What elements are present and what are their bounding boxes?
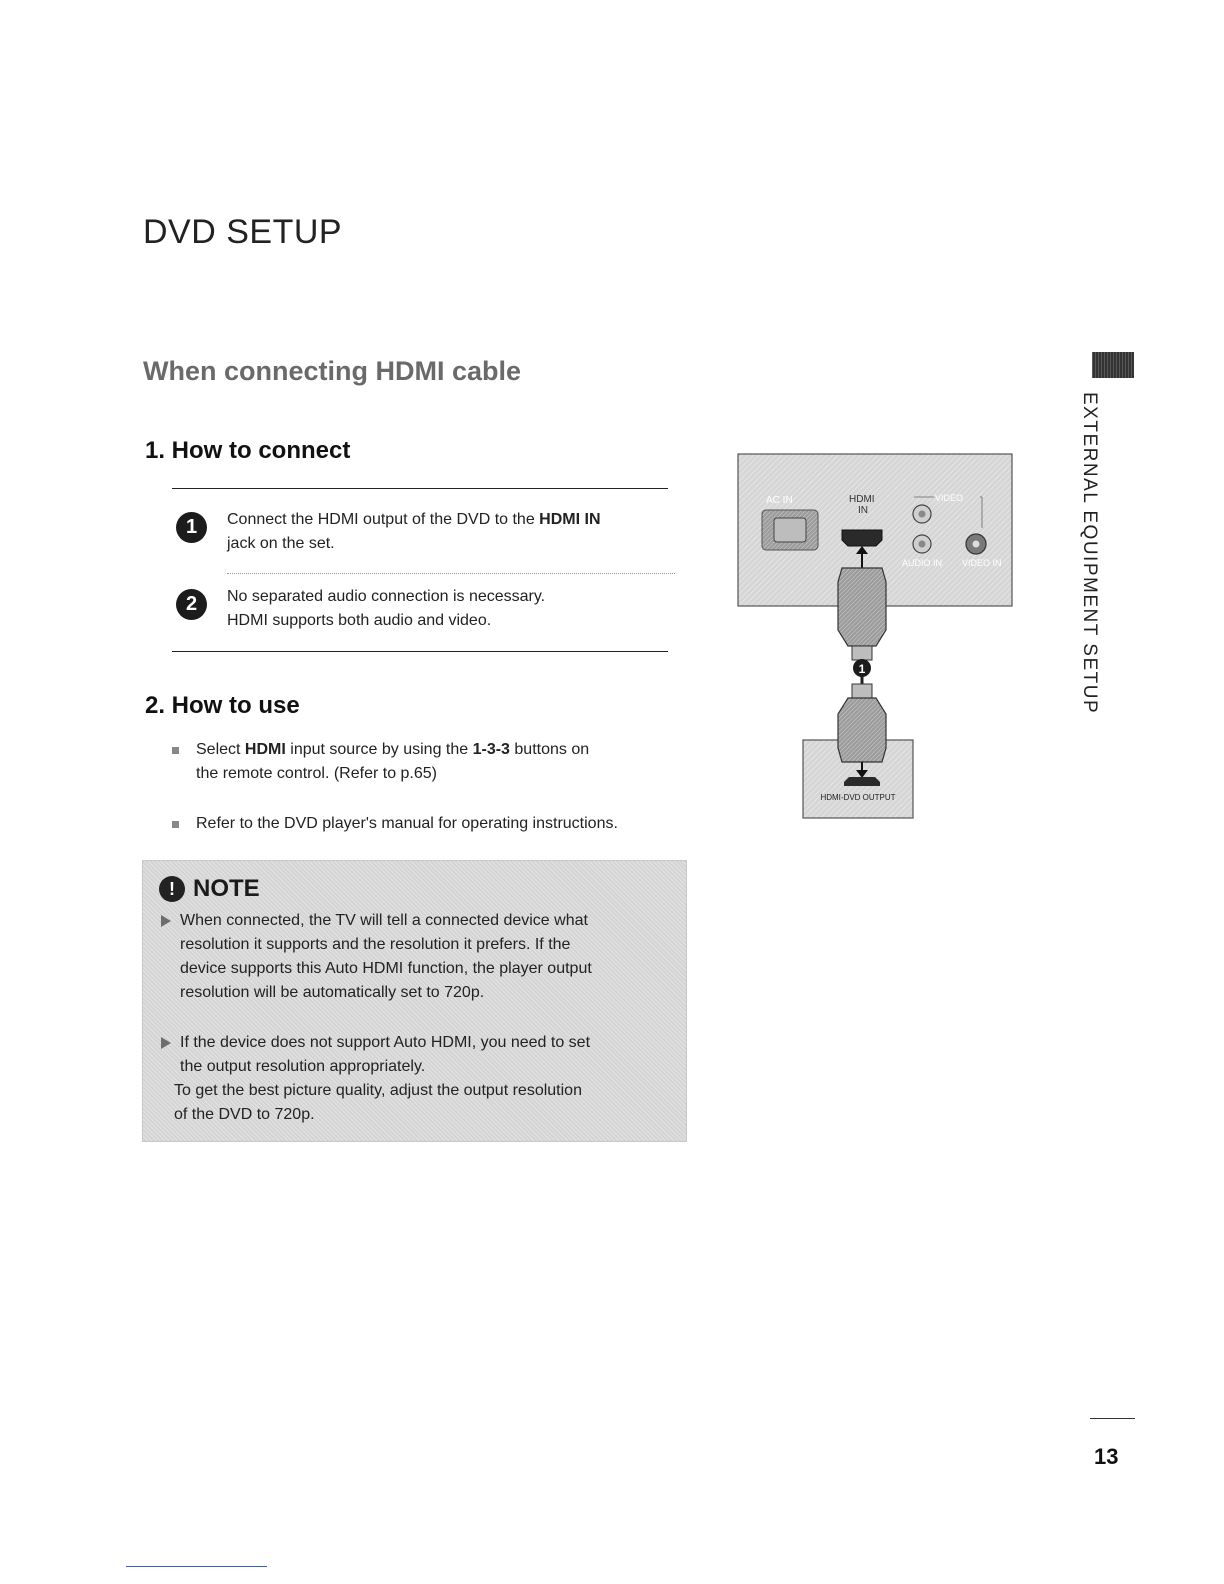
note-arrow-icon [161,915,171,927]
hdmi-in-label-2: IN [858,505,868,516]
note-item-1-line-2: resolution it supports and the resolution it prefers. If the [180,936,571,953]
ac-in-label: AC IN [766,495,793,506]
bullet-square-icon [172,821,179,828]
note-item-2-line-3: To get the best picture quality, adjust the output resolution [174,1082,582,1099]
step-2-text [227,585,672,633]
hdmi-in-label-1: HDMI [849,494,875,505]
note-item-2-line-1: If the device does not support Auto HDMI, you need to set [180,1034,591,1051]
note-item-1 [161,909,661,1005]
note-box [142,860,687,1142]
use-bullet-2-text: Refer to the DVD player's manual for operating instructions. [196,815,618,832]
bullet-square-icon [172,747,179,754]
step-2-line-2: HDMI supports both audio and video. [227,612,492,629]
use-bullet-1 [172,738,672,786]
page-number-rule [1090,1418,1135,1419]
note-item-1-line-3: device supports this Auto HDMI function, the player output [180,960,592,977]
use-bullet-1-pre: Select [196,741,245,758]
use-bullet-1-buttons: 1-3-3 [472,741,510,758]
note-item-2-line-2: the output resolution appropriately. [180,1058,426,1075]
step-1-text [227,508,672,556]
use-bullet-2 [172,812,672,836]
step-separator [227,573,675,574]
page-title: DVD SETUP [143,213,343,251]
note-exclamation-icon: ! [159,876,185,902]
page-number: 13 [1094,1444,1119,1469]
how-to-use-heading: 2. How to use [145,692,300,719]
side-tab-marker [1092,352,1134,378]
step-1-hdmi-in: HDMI IN [539,511,601,528]
hdmi-plug-upper-icon [838,568,886,646]
divider-bottom [172,651,668,652]
side-label-text: EXTERNAL EQUIPMENT SETUP [1079,392,1100,715]
divider-top [172,488,668,489]
use-bullet-1-mid: input source by using the [285,741,473,758]
use-bullet-1-post: buttons on [509,741,590,758]
video-label: VIDEO [935,493,964,503]
step-1-text-b: jack on the set. [227,535,335,552]
note-label: NOTE [193,875,260,902]
hdmi-in-port-icon [842,530,882,546]
audio-in-label: AUDIO IN [902,558,943,568]
note-item-2-line-4: of the DVD to 720p. [174,1106,315,1123]
step-1-text-a: Connect the HDMI output of the DVD to the [227,511,540,528]
hdmi-connection-diagram [730,450,1020,830]
footer-link-underline[interactable] [126,1566,267,1567]
step-1-badge: 1 [176,512,207,543]
section-title: When connecting HDMI cable [143,356,522,386]
how-to-connect-heading: 1. How to connect [145,437,351,464]
dvd-output-label: HDMI-DVD OUTPUT [820,793,896,802]
hdmi-plug-lower-icon [838,698,886,762]
use-bullet-1-hdmi: HDMI [244,741,286,758]
note-item-1-line-1: When connected, the TV will tell a connected device what [180,912,588,929]
dvd-hdmi-port-icon [844,777,880,786]
use-bullet-1-line-2: the remote control. (Refer to p.65) [196,765,437,782]
cable-badge: 1 [858,662,866,676]
note-arrow-icon [161,1037,171,1049]
note-item-2 [161,1031,661,1127]
step-2-line-1: No separated audio connection is necessary. [227,588,546,605]
note-item-1-line-4: resolution will be automatically set to 720p. [180,984,485,1001]
side-label [1078,392,1118,715]
video-in-label: VIDEO IN [962,558,1002,568]
step-2-badge: 2 [176,589,207,620]
note-header [159,875,260,903]
ac-in-socket-inner [774,518,806,542]
